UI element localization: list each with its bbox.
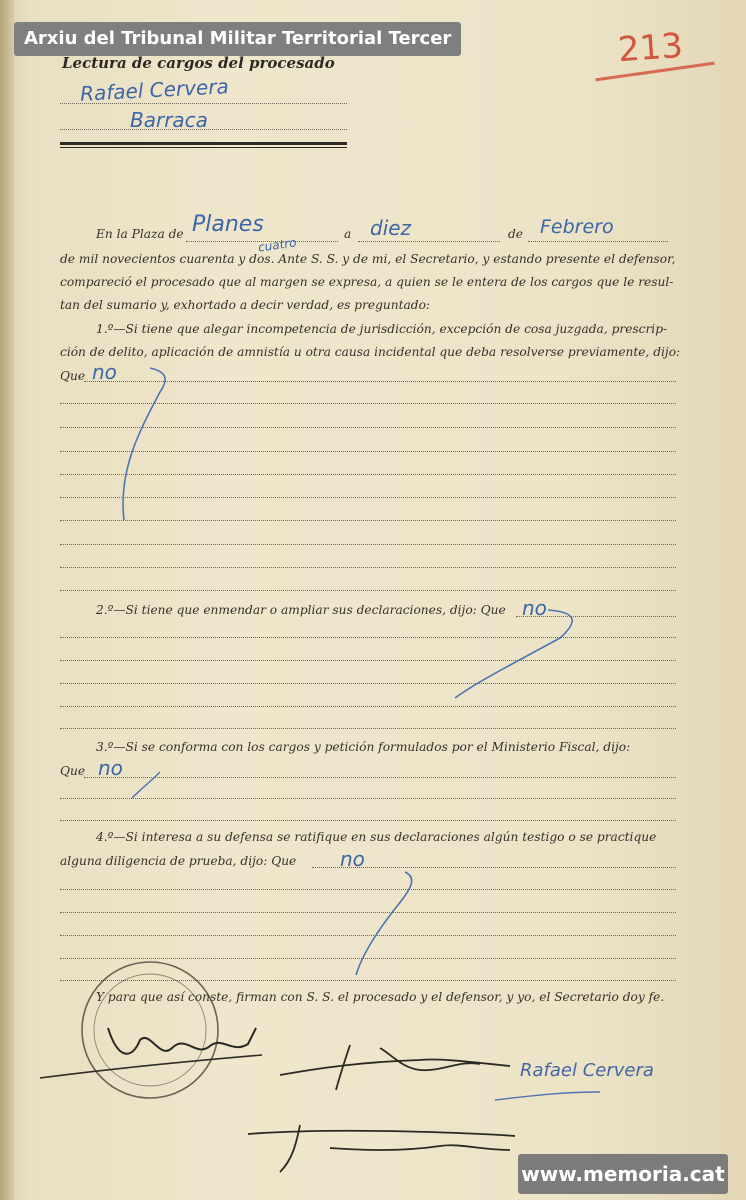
answer-3-stroke: [132, 772, 160, 798]
procesado-signature: Rafael Cervera: [520, 1060, 654, 1081]
question-2-answer: no: [522, 596, 547, 620]
watermark-label: www.memoria.cat: [518, 1154, 728, 1194]
signature-defender: [280, 1045, 510, 1090]
day-handwritten: diez: [370, 216, 412, 240]
answer-4-stroke: [356, 872, 412, 975]
archive-label: Arxiu del Tribunal Militar Territorial Tercer: [14, 22, 461, 56]
opening-line-2: de mil novecientos cuarenta y dos. Ante S. S. y de mi, el Secretario, y estando presente el defensor,: [60, 252, 676, 266]
question-1-answer-prefix: Que: [60, 369, 86, 383]
question-3-answer-prefix: Que: [60, 764, 86, 778]
stamp-underline: [40, 1055, 262, 1078]
answer-2-stroke: [455, 610, 572, 698]
document-title: Lectura de cargos del procesado: [62, 54, 335, 72]
question-3-line-1: 3.º—Si se conforma con los cargos y petición formulados por el Ministerio Fiscal, dijo:: [96, 740, 631, 754]
opening-line-4: tan del sumario y, exhortado a decir verdad, es preguntado:: [60, 298, 431, 312]
question-4-line-1: 4.º—Si interesa a su defensa se ratifique en sus declaraciones algún testigo o se practique: [96, 830, 657, 844]
question-1-answer: no: [92, 360, 117, 384]
answer-1-stroke: [123, 368, 165, 520]
year-insert-handwritten: cuatro: [257, 235, 298, 255]
signature-secretary: [248, 1125, 515, 1172]
opening-line-3: compareció el procesado que al margen se expresa, a quien se le entera de los cargos que le resul-: [60, 275, 674, 289]
opening-a: a: [344, 227, 352, 241]
defendant-name-line1: Rafael Cervera: [79, 74, 230, 106]
place-handwritten: Planes: [192, 212, 264, 237]
folio-number: 213: [616, 25, 685, 71]
signature-judge: [108, 1028, 256, 1054]
question-3-answer: no: [98, 756, 123, 780]
official-stamp: [82, 962, 218, 1098]
procesado-signature-flourish: [495, 1092, 600, 1100]
defendant-name-line2: Barraca: [130, 108, 208, 132]
question-2-line-1: 2.º—Si tiene que enmendar o ampliar sus declaraciones, dijo: Que: [96, 603, 506, 617]
opening-prefix: En la Plaza de: [96, 227, 184, 241]
month-handwritten: Febrero: [540, 216, 614, 238]
question-4-answer: no: [340, 847, 365, 871]
question-1-line-2: ción de delito, aplicación de amnistía u otra causa incidental que deba resolverse previamente, dijo:: [60, 345, 681, 359]
question-1-line-1: 1.º—Si tiene que alegar incompetencia de jurisdicción, excepción de cosa juzgada, prescrip-: [96, 322, 668, 336]
closing-statement: Y para que así conste, firman con S. S. el procesado y el defensor, y yo, el Secretario doy fe.: [96, 990, 665, 1004]
opening-de: de: [508, 227, 524, 241]
question-4-line-2: alguna diligencia de prueba, dijo: Que: [60, 854, 297, 868]
